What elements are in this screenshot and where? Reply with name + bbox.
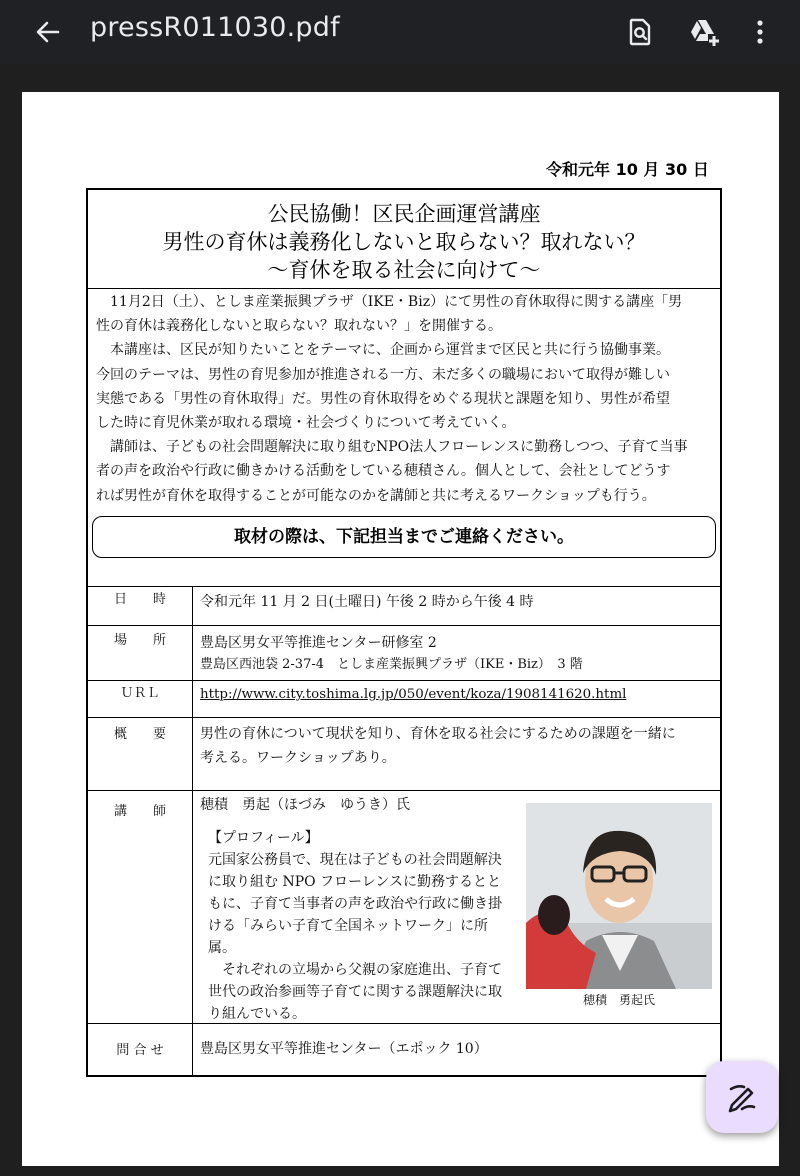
body-line: れば男性が育休を取得することが可能なのかを講師と共に考えるワークショップも行う。 bbox=[96, 487, 656, 504]
document-heading bbox=[88, 190, 720, 289]
add-to-drive-icon[interactable] bbox=[686, 14, 722, 50]
table-row-summary bbox=[88, 717, 720, 791]
annotate-fab[interactable] bbox=[706, 1061, 778, 1133]
date-value: 令和元年 11 月 2 日(土曜日) 午後 2 時から午後 4 時 bbox=[200, 594, 534, 610]
body-line: 11月2日（土）、としま産業振興プラザ（IKE・Biz）にて男性の育休取得に関する講座「男 bbox=[110, 294, 683, 310]
body-line: 講師は、子どもの社会問題解決に取り組むNPO法人フローレンスに勤務しつつ、子育て当事 bbox=[110, 439, 688, 456]
profile-line: り組んでいる。 bbox=[208, 1006, 306, 1022]
date-label: 日 時 bbox=[88, 587, 193, 626]
table-row-lecturer bbox=[88, 790, 720, 1024]
press-release-box bbox=[86, 188, 722, 1077]
press-contact-notice: 取材の際は、下記担当までご連絡ください。 bbox=[92, 516, 716, 558]
profile-line: それぞれの立場から父親の家庭進出、子育て bbox=[208, 962, 502, 978]
profile-line: もに、子育て当事者の声を政治や行政に働き掛 bbox=[208, 896, 502, 912]
lecturer-profile bbox=[208, 827, 508, 1025]
app-bar bbox=[0, 0, 800, 64]
url-value bbox=[200, 684, 715, 706]
profile-line: 世代の政治参画等子育てに関する課題解決に取 bbox=[208, 984, 502, 1000]
summary-line-2: 考える。ワークショップあり。 bbox=[200, 750, 396, 766]
edit-annotate-icon bbox=[706, 1061, 778, 1133]
body-text bbox=[96, 290, 720, 508]
summary-value bbox=[200, 722, 715, 770]
body-line: 性の育休は義務化しないと取らない？取れない？」を開催する。 bbox=[96, 318, 502, 335]
photo-caption: 穂積 勇起氏 bbox=[582, 993, 655, 1007]
lecturer-name: 穂積 勇起（ほづみ ゆうき）氏 bbox=[200, 797, 410, 813]
heading-line-3: ～育休を取る社会に向けて～ bbox=[267, 258, 541, 282]
place-value-line-1: 豊島区男女平等推進センター研修室 2 bbox=[200, 635, 437, 651]
profile-line: 元国家公務員で、現在は子どもの社会問題解決 bbox=[208, 852, 502, 868]
table-row-contact bbox=[88, 1023, 720, 1076]
place-label: 場 所 bbox=[88, 626, 193, 681]
profile-line: ける「みらい子育て全国ネットワーク」に所属。 bbox=[208, 918, 488, 956]
summary-label: 概 要 bbox=[88, 718, 193, 791]
table-row-place bbox=[88, 625, 720, 681]
body-line: した時に育児休業が取れる環境・社会づくりについて考えていく。 bbox=[96, 415, 516, 432]
heading-line-1: 公民協働！区民企画運営講座 bbox=[267, 202, 541, 226]
contact-label: 問 合 せ bbox=[88, 1024, 193, 1076]
document-date: 令和元年 10 月 30 日 bbox=[546, 160, 709, 179]
file-title: pressR011030.pdf bbox=[90, 12, 340, 43]
heading-line-2: 男性の育休は義務化しないと取らない？取れない？ bbox=[162, 230, 646, 254]
url-label: ＵＲＬ bbox=[88, 681, 193, 718]
lecturer-photo bbox=[526, 803, 712, 989]
profile-title: 【プロフィール】 bbox=[208, 830, 319, 846]
body-line: 実態である「男性の育休取得」だ。男性の育休取得をめぐる現状と課題を知り、男性が希望 bbox=[96, 390, 670, 407]
body-line: 今回のテーマは、男性の育児参加が推進される一方、未だ多くの職場において取得が難しい bbox=[96, 366, 670, 383]
back-arrow-icon[interactable] bbox=[30, 14, 66, 50]
event-url-link[interactable]: http://www.city.toshima.lg.jp/050/event/koza/1908141620.html bbox=[200, 687, 627, 702]
table-row-url bbox=[88, 680, 720, 718]
place-value-line-2: 豊島区西池袋 2-37-4 としま産業振興プラザ（IKE・Biz） 3 階 bbox=[200, 657, 583, 672]
body-line: 者の声を政治や行政に働きかける活動をしている穂積さん。個人として、会社としてどうす bbox=[96, 463, 671, 480]
profile-line: に取り組む NPO フローレンスに勤務するとと bbox=[208, 874, 501, 890]
contact-value: 豊島区男女平等推進センター（エポック 10） bbox=[200, 1041, 488, 1057]
find-in-page-icon[interactable] bbox=[622, 14, 658, 50]
lecturer-label: 講 師 bbox=[88, 791, 193, 1024]
body-line: 本講座は、区民が知りたいことをテーマに、企画から運営まで区民と共に行う協働事業。 bbox=[110, 342, 670, 359]
place-value bbox=[200, 632, 715, 676]
more-vert-icon[interactable] bbox=[742, 14, 778, 50]
summary-line-1: 男性の育休について現状を知り、育休を取る社会にするための課題を一緒に bbox=[200, 726, 676, 742]
table-row-date bbox=[88, 586, 720, 626]
